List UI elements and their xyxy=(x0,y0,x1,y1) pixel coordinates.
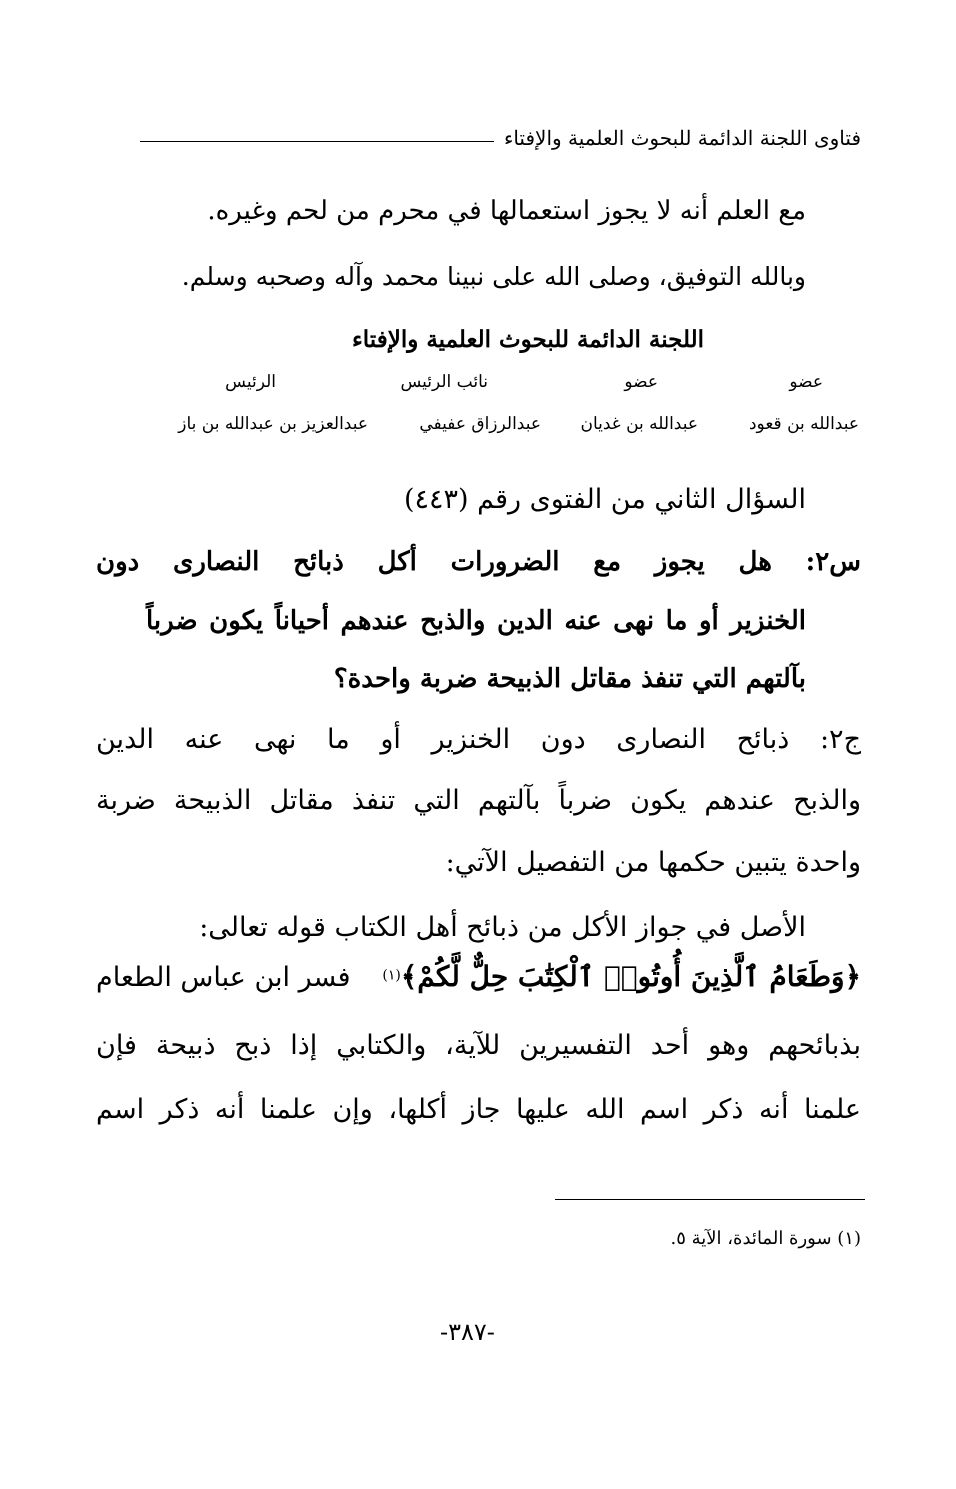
question-line-3: بآلتهم التي تنفذ مقاتل الذبيحة ضربة واحدة؟ xyxy=(333,664,806,694)
member-name-3: عبدالرزاق عفيفي xyxy=(419,414,541,434)
member-name-4: عبدالعزيز بن عبدالله بن باز xyxy=(178,414,368,434)
committee-name: اللجنة الدائمة للبحوث العلمية والإفتاء xyxy=(351,326,704,353)
footnote: (١) سورة المائدة، الآية ٥. xyxy=(670,1228,861,1249)
header-rule xyxy=(140,141,494,142)
ayah-tail: فسر ابن عباس الطعام xyxy=(96,962,351,993)
role-chairman: الرئيس xyxy=(225,372,276,392)
running-title: فتاوى اللجنة الدائمة للبحوث العلمية والإفتاء xyxy=(503,126,861,150)
answer-line-1: ج٢: ذبائح النصارى دون الخنزير أو ما نهى عنه الدين xyxy=(96,724,861,755)
role-vice-chairman: نائب الرئيس xyxy=(400,372,488,392)
answer-line-5: بذبائحهم وهو أحد التفسيرين للآية، والكتابي إذا ذبح ذبيحة فإن xyxy=(96,1030,861,1061)
answer-line-6: علمنا أنه ذكر اسم الله عليها جاز أكلها، وإن علمنا أنه ذكر اسم xyxy=(96,1094,861,1125)
role-member-1: عضو xyxy=(789,372,823,392)
intro-line-2: وبالله التوفيق، وصلى الله على نبينا محمد وآله وصحبه وسلم. xyxy=(181,262,806,291)
running-header xyxy=(140,118,861,158)
intro-line-1: مع العلم أنه لا يجوز استعمالها في محرم من لحم وغيره. xyxy=(207,196,806,226)
role-member-2: عضو xyxy=(624,372,658,392)
page-number: -٣٨٧- xyxy=(440,1318,495,1346)
footnote-rule xyxy=(555,1199,865,1200)
ayah-line xyxy=(96,960,861,993)
quran-ayah: ﴿وَطَعَامُ ٱلَّذِينَ أُوتُوا۟ ٱلْكِتَٰبَ حِلٌّ لَّكُمْ﴾ xyxy=(400,960,861,993)
answer-line-3: واحدة يتبين حكمها من التفصيل الآتي: xyxy=(445,847,861,878)
answer-line-2: والذبح عندهم يكون ضرباً بآلتهم التي تنفذ مقاتل الذبيحة ضربة xyxy=(96,785,861,816)
footnote-ref[interactable]: (١) xyxy=(382,967,401,984)
answer-line-4: الأصل في جواز الأكل من ذبائح أهل الكتاب قوله تعالى: xyxy=(199,912,806,943)
member-name-2: عبدالله بن غديان xyxy=(580,414,698,434)
question-line-2: الخنزير أو ما نهى عنه الدين والذبح عندهم أحياناً يكون ضرباً xyxy=(146,606,806,636)
question-line-1: س٢: هل يجوز مع الضرورات أكل ذبائح النصارى دون xyxy=(96,547,861,577)
member-name-1: عبدالله بن قعود xyxy=(748,414,859,434)
question-heading: السؤال الثاني من الفتوى رقم (٤٤٣) xyxy=(403,484,806,515)
